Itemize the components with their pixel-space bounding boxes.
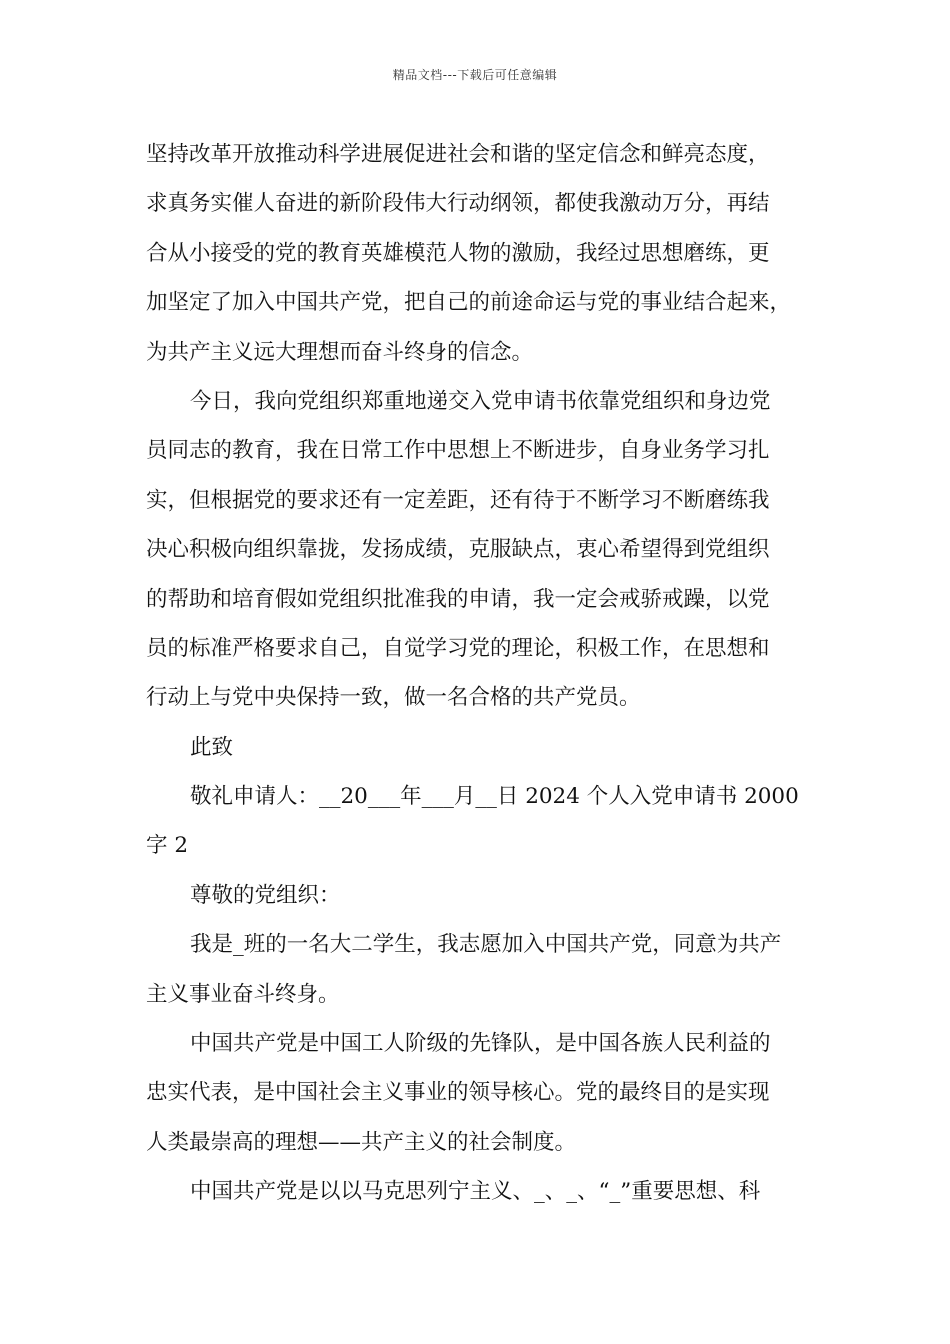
paragraph-line: 忠实代表，是中国社会主义事业的领导核心。党的最终目的是实现 bbox=[146, 1080, 770, 1106]
paragraph-line: 中国共产党是中国工人阶级的先锋队，是中国各族人民利益的 bbox=[190, 1031, 771, 1057]
paragraph-line: 为共产主义远大理想而奋斗终身的信念。 bbox=[146, 339, 534, 365]
paragraph-line: 中国共产党是以以马克思列宁主义、_、_、“_”重要思想、科 bbox=[190, 1179, 761, 1205]
paragraph-line: 员同志的教育，我在日常工作中思想上不断进步，自身业务学习扎 bbox=[146, 438, 770, 464]
paragraph-line: 员的标准严格要求自己，自觉学习党的理论，积极工作，在思想和 bbox=[146, 635, 770, 661]
paragraph-line: 实，但根据党的要求还有一定差距，还有待于不断学习不断磨练我 bbox=[146, 487, 770, 513]
paragraph-line: 求真务实催人奋进的新阶段伟大行动纲领，都使我激动万分，再结 bbox=[146, 191, 770, 217]
signature-line: 敬礼申请人：__20___年___月__日 2024 个人入党申请书 2000 bbox=[190, 784, 799, 810]
page-header: 精品文档---下载后可任意编辑 bbox=[392, 68, 558, 82]
paragraph-line: 坚持改革开放推动科学进展促进社会和谐的坚定信念和鲜亮态度， bbox=[146, 142, 770, 167]
paragraph-line: 合从小接受的党的教育英雄模范人物的激励，我经过思想磨练，更 bbox=[146, 240, 770, 266]
paragraph-line: 主义事业奋斗终身。 bbox=[146, 981, 340, 1007]
document-body bbox=[146, 130, 826, 1217]
paragraph-line: 人类最崇高的理想——共产主义的社会制度。 bbox=[146, 1129, 577, 1155]
paragraph-line: 我是_班的一名大二学生，我志愿加入中国共产党，同意为共产 bbox=[190, 932, 782, 958]
paragraph-line: 加坚定了加入中国共产党，把自己的前途命运与党的事业结合起来， bbox=[146, 290, 792, 316]
paragraph-line: 决心积极向组织靠拢，发扬成绩，克服缺点，衷心希望得到党组织 bbox=[146, 537, 770, 563]
closing-salutation: 此致 bbox=[190, 734, 234, 760]
paragraph-line: 今日，我向党组织郑重地递交入党申请书依靠党组织和身边党 bbox=[190, 388, 771, 414]
greeting: 尊敬的党组织： bbox=[190, 882, 341, 908]
document-title-line: 字 2 bbox=[146, 833, 189, 859]
paragraph-line: 行动上与党中央保持一致，做一名合格的共产党员。 bbox=[146, 685, 641, 711]
paragraph-line: 的帮助和培育假如党组织批准我的申请，我一定会戒骄戒躁，以党 bbox=[146, 586, 770, 612]
